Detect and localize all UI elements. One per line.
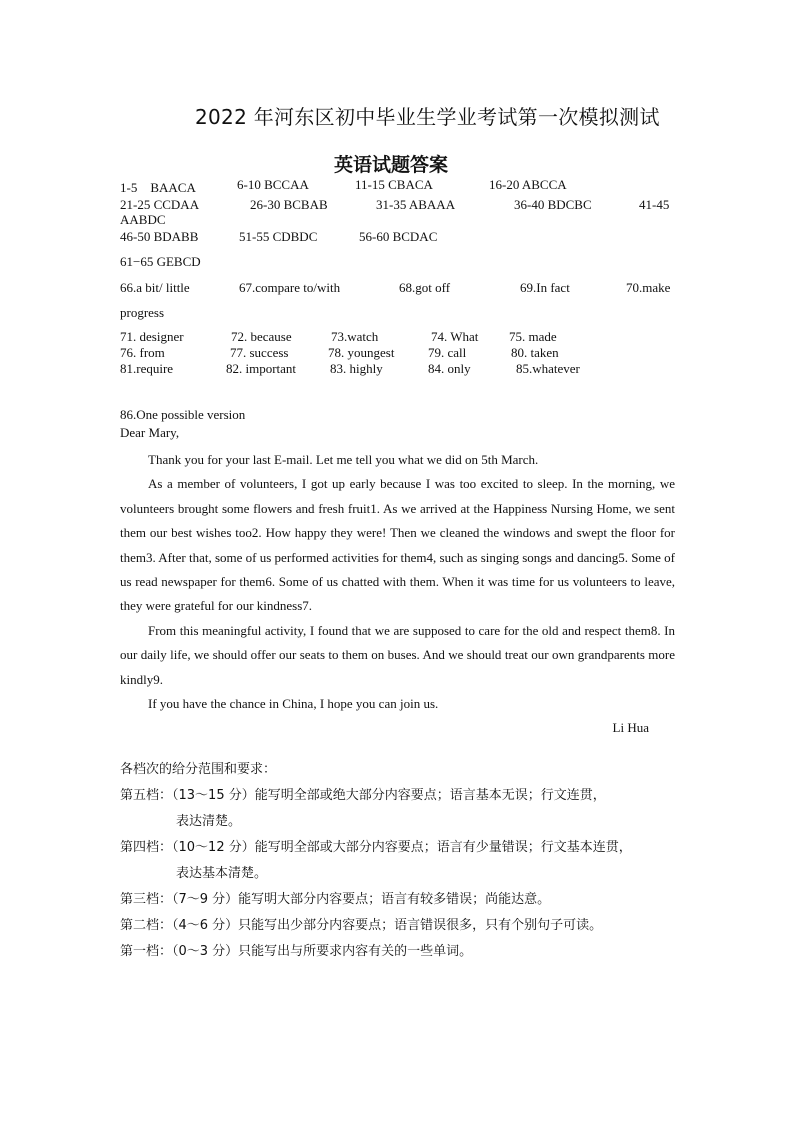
answer-group: 51-55 CDBDC — [239, 229, 318, 244]
answers-row-2 — [120, 197, 680, 213]
answer-group: 56-60 BCDAC — [359, 229, 438, 244]
answer-group: 16-20 ABCCA — [489, 177, 567, 192]
answers-row-7 — [120, 345, 680, 361]
answer-group: 31-35 ABAAA — [376, 197, 456, 212]
essay-paragraph-1: Thank you for your last E-mail. Let me tell you what we did on 5th March. — [148, 452, 539, 467]
answer-item: 78. youngest — [328, 345, 395, 360]
essay-signature: Li Hua — [612, 720, 649, 736]
answer-item: 72. because — [231, 329, 292, 344]
answer-group: 67.compare to/with — [239, 280, 341, 295]
answer-group: 11-15 CBACA — [355, 177, 433, 192]
answer-item: 80. taken — [511, 345, 559, 360]
answer-item: 81.require — [120, 361, 174, 376]
answer-group: 1-5 BAACA — [120, 180, 196, 195]
criteria-level-5: 第五档：（13～15 分）能写明全部或绝大部分内容要点；语言基本无误；行文连贯， — [120, 788, 606, 803]
criteria-level-2: 第二档：（4～6 分）只能写出少部分内容要点；语言错误很多，只有个别句子可读。 — [120, 918, 603, 933]
answer-item: 83. highly — [330, 361, 383, 376]
scoring-criteria — [120, 757, 690, 965]
answers-row-3 — [120, 229, 680, 245]
answer-item: 75. made — [509, 329, 557, 344]
answer-group: 69.In fact — [520, 280, 570, 295]
answer-item: 71. designer — [120, 329, 184, 344]
answer-group: 26-30 BCBAB — [250, 197, 328, 212]
answer-item: 74. What — [431, 329, 479, 344]
answer-item: 73.watch — [331, 329, 379, 344]
answer-item: 85.whatever — [516, 361, 580, 376]
answer-group: 70.make — [626, 280, 671, 295]
criteria-level-5-cont: 表达清楚。 — [176, 814, 242, 829]
sample-essay — [120, 406, 675, 741]
page-subtitle: 英语试题答案 — [334, 154, 449, 176]
answer-group: 21-25 CCDAA — [120, 197, 200, 212]
criteria-level-4: 第四档：（10～12 分）能写明全部或大部分内容要点；语言有少量错误；行文基本连贯， — [120, 840, 632, 855]
criteria-level-1: 第一档：（0～3 分）只能写出与所要求内容有关的一些单词。 — [120, 944, 473, 959]
answer-item: 84. only — [428, 361, 471, 376]
answer-item: 82. important — [226, 361, 297, 376]
criteria-level-3: 第三档：（7～9 分）能写明大部分内容要点；语言有较多错误；尚能达意。 — [120, 892, 551, 907]
answer-group: 36-40 BDCBC — [514, 197, 592, 212]
answers-row-2-wrap: AABDC — [120, 212, 166, 227]
answer-item: 79. call — [428, 345, 467, 360]
answer-group: 6-10 BCCAA — [237, 177, 309, 192]
page-title: 2022 年河东区初中毕业生学业考试第一次模拟测试 — [195, 105, 660, 129]
essay-paragraph-3: From this meaningful activity, I found that we are supposed to care for the old and respect them8. In our daily life, we should offer our seats to them on buses. And we should treat our own grandparents more kindly9. — [120, 622, 675, 687]
essay-paragraph-2: As a member of volunteers, I got up early because I was too excited to sleep. In the morning, we volunteers brought some flowers and fresh fruit1. As we arrived at the Happiness Nursing Home, we sent them our best wishes too2. How happy they were! Then we cleaned the windows and swept the floor for them3. After that, some of us performed activities for them4, such as singing songs and dancing5. Some of us read newspaper for them6. Some of us chatted with them. When it was time for us volunteers to leave, they were grateful for our kindness7. — [120, 476, 675, 614]
answers-row-5-wrap: progress — [120, 305, 165, 320]
criteria-level-4-cont: 表达基本清楚。 — [176, 866, 268, 881]
answer-item: 76. from — [120, 345, 165, 360]
answer-item: 77. success — [230, 345, 289, 360]
answer-group: 41-45 — [639, 197, 670, 212]
answer-group: 46-50 BDABB — [120, 229, 199, 244]
essay-heading: 86.One possible version — [120, 407, 246, 422]
answers-row-1 — [120, 177, 680, 193]
answers-row-5 — [120, 280, 680, 296]
answers-row-6 — [120, 329, 680, 345]
criteria-heading: 各档次的给分范围和要求： — [120, 762, 277, 777]
essay-paragraph-4: If you have the chance in China, I hope you can join us. — [148, 696, 439, 712]
answer-group: 66.a bit/ little — [120, 280, 190, 295]
essay-greeting: Dear Mary, — [120, 425, 180, 440]
answer-group: 68.got off — [399, 280, 451, 295]
answers-row-8 — [120, 361, 680, 377]
answers-row-4: 61−65 GEBCD — [120, 254, 201, 269]
